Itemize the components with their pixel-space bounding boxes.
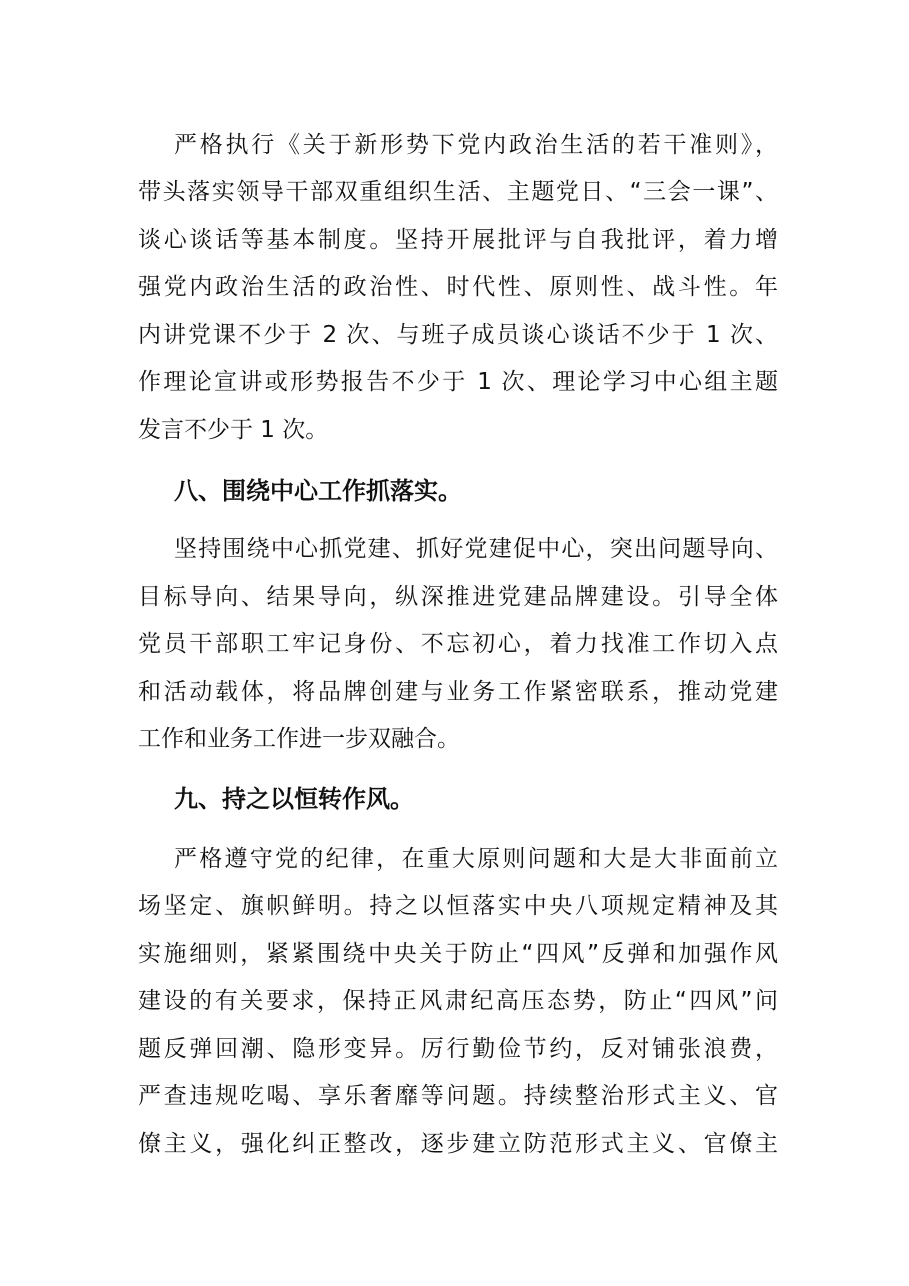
section-8-line-4: 和活动载体，将品牌创建与业务工作紧密联系，推动党建 bbox=[138, 679, 778, 705]
paragraph-1-line-2: 带头落实领导干部双重组织生活、主题党日、“三会一课”、 bbox=[138, 179, 778, 205]
section-8-line-2: 目标导向、结果导向，纵深推进党建品牌建设。引导全体 bbox=[138, 584, 778, 610]
paragraph-1-line-6: 作理论宣讲或形势报告不少于 1 次、理论学习中心组主题 bbox=[138, 369, 778, 395]
paragraph-1-line-1: 严格执行《关于新形势下党内政治生活的若干准则》， bbox=[174, 132, 778, 158]
section-9-line-1: 严格遵守党的纪律，在重大原则问题和大是大非面前立 bbox=[174, 846, 778, 872]
section-9-line-6: 严查违规吃喝、享乐奢靡等问题。持续整治形式主义、官 bbox=[138, 1083, 778, 1109]
paragraph-1-line-3: 谈心谈话等基本制度。坚持开展批评与自我批评，着力增 bbox=[138, 227, 778, 253]
section-9-line-2: 场坚定、旗帜鲜明。持之以恒落实中央八项规定精神及其 bbox=[138, 893, 778, 919]
paragraph-1-line-7: 发言不少于 1 次。 bbox=[138, 417, 329, 443]
section-9-line-7: 僚主义，强化纠正整改，逐步建立防范形式主义、官僚主 bbox=[138, 1131, 778, 1157]
section-8-line-1: 坚持围绕中心抓党建、抓好党建促中心，突出问题导向、 bbox=[174, 536, 778, 562]
paragraph-1-line-5: 内讲党课不少于 2 次、与班子成员谈心谈话不少于 1 次、 bbox=[138, 322, 778, 348]
section-8-heading: 八、围绕中心工作抓落实。 bbox=[174, 477, 462, 505]
section-9-heading: 九、持之以恒转作风。 bbox=[174, 785, 414, 813]
section-8-line-5: 工作和业务工作进一步双融合。 bbox=[138, 726, 460, 752]
section-8-line-3: 党员干部职工牢记身份、不忘初心，着力找准工作切入点 bbox=[138, 631, 778, 657]
section-9-line-4: 建设的有关要求，保持正风肃纪高压态势，防止“四风”问 bbox=[138, 988, 778, 1014]
section-9-line-3: 实施细则，紧紧围绕中央关于防止“四风”反弹和加强作风 bbox=[138, 941, 778, 967]
section-9-line-5: 题反弹回潮、隐形变异。厉行勤俭节约，反对铺张浪费， bbox=[138, 1036, 778, 1062]
paragraph-1-line-4: 强党内政治生活的政治性、时代性、原则性、战斗性。年 bbox=[138, 274, 778, 300]
